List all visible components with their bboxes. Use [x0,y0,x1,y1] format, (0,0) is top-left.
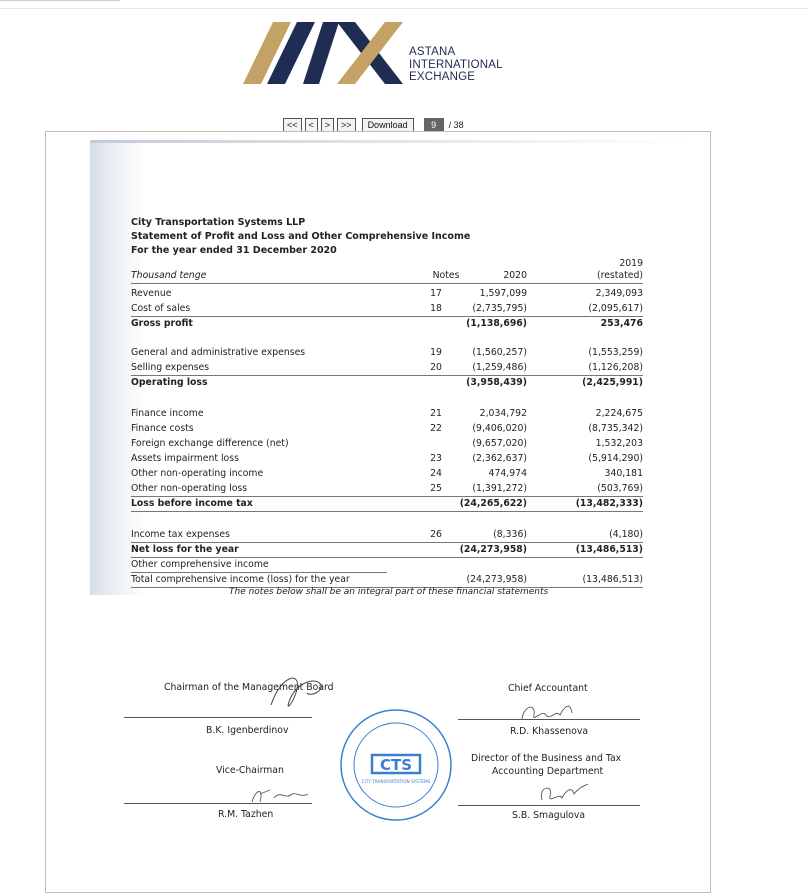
director-signature-icon [534,780,594,808]
download-button[interactable]: Download [362,118,414,132]
document-page [45,131,711,893]
row-note: 24 [430,468,442,479]
row-note: 22 [430,423,442,434]
row-label: Foreign exchange difference (net) [131,438,289,449]
row-value-2020: (1,138,696) [466,318,527,329]
row-label: Finance income [131,408,204,419]
row-value-2019: (13,486,513) [582,574,643,585]
director-title-line-2: Accounting Department [492,766,604,777]
accountant-title: Chief Accountant [508,683,588,694]
row-note: 17 [430,288,442,299]
aix-logo [243,18,513,88]
statement-row [131,482,643,496]
statement-row [131,497,643,511]
pager-toolbar [283,118,464,132]
vice-chairman-name: R.M. Tazhen [218,809,274,820]
statement-row [131,467,643,481]
chairman-signature-icon [261,667,331,722]
col-restated: (restated) [596,270,643,281]
col-notes: Notes [432,270,460,281]
row-label: Other comprehensive income [131,559,269,570]
vice-chairman-title: Vice-Chairman [216,765,284,776]
top-divider [0,0,807,9]
first-page-button[interactable]: << [283,118,302,132]
accountant-name: R.D. Khassenova [510,726,589,737]
statement-row [131,528,643,542]
row-value-2019: (5,914,290) [588,453,643,464]
aix-logo-icon [243,18,408,86]
statement-row [131,287,643,301]
footnote: The notes below shall be an integral part of these financial statements [229,587,549,597]
row-value-2019: 1,532,203 [595,438,643,449]
brand-line-international: INTERNATIONAL [409,58,503,71]
row-value-2019: (2,425,991) [582,377,643,388]
company-stamp-icon [338,707,454,823]
statement-row [131,361,643,375]
row-value-2020: 474,974 [488,468,527,479]
row-value-2019: (4,180) [609,529,643,540]
row-label: Operating loss [131,377,208,388]
row-label: Other non-operating loss [131,483,248,494]
row-value-2020: (24,265,622) [459,498,527,509]
statement-period: For the year ended 31 December 2020 [131,245,337,256]
row-value-2019: 2,224,675 [595,408,643,419]
row-note: 21 [430,408,442,419]
director-title-line-1: Director of the Business and Tax [471,753,622,764]
page-number-input[interactable]: 9 [424,118,444,132]
page-total: / 38 [448,120,464,130]
col-2020: 2020 [503,270,527,281]
row-label: General and administrative expenses [131,347,306,358]
row-note: 18 [430,303,442,314]
row-value-2020: 2,034,792 [479,408,527,419]
row-label: Net loss for the year [131,544,239,555]
statement-row [131,437,643,451]
statement-row [131,302,643,316]
stamp-caption: CITY TRANSPORTATION SYSTEMS [361,779,431,784]
row-value-2019: (8,735,342) [588,423,643,434]
row-note: 26 [430,529,442,540]
header-row [131,269,643,283]
next-page-button[interactable]: > [321,118,334,132]
row-label: Loss before income tax [131,498,253,509]
statement-row [131,452,643,466]
row-value-2019: (13,482,333) [575,498,643,509]
row-label: Gross profit [131,318,193,329]
row-value-2019: (13,486,513) [575,544,643,555]
row-label: Revenue [131,288,172,299]
statement-row [131,543,643,557]
row-value-2020: (2,735,795) [472,303,527,314]
accountant-signature-icon [516,697,586,727]
statement-row [131,407,643,421]
row-label: Selling expenses [131,362,210,373]
row-value-2019: (1,126,208) [588,362,643,373]
statement-row [131,558,643,572]
row-value-2020: (1,560,257) [472,347,527,358]
brand-line-exchange: EXCHANGE [409,71,476,83]
prev-page-button[interactable]: < [305,118,318,132]
row-note: 20 [430,362,442,373]
row-value-2020: (9,406,020) [472,423,527,434]
chairman-name: B.K. Igenberdinov [206,725,289,736]
row-label: Assets impairment loss [131,453,239,464]
row-note: 25 [430,483,442,494]
row-value-2020: (1,259,486) [472,362,527,373]
col-2019: 2019 [619,258,643,269]
statement-row [131,376,643,390]
statement-row [131,317,643,331]
chairman-title: Chairman of the Management Board [164,682,334,693]
brand-text [409,46,503,84]
row-value-2020: (2,362,637) [472,453,527,464]
statement-row [131,422,643,436]
vice-chairman-signature-icon [246,784,316,809]
row-value-2019: (503,769) [597,483,643,494]
row-note: 19 [430,347,442,358]
row-label: Cost of sales [131,303,191,314]
statement-title: Statement of Profit and Loss and Other Comprehensive Income [131,231,471,242]
row-value-2020: (24,273,958) [459,544,527,555]
row-label: Income tax expenses [131,529,230,540]
row-value-2020: (9,657,020) [472,438,527,449]
row-value-2019: 253,476 [600,318,643,329]
row-value-2019: 340,181 [604,468,643,479]
last-page-button[interactable]: >> [337,118,356,132]
row-value-2020: 1,597,099 [479,288,527,299]
statement-row [131,346,643,360]
company-name: City Transportation Systems LLP [131,217,306,228]
row-value-2019: 2,349,093 [595,288,643,299]
row-value-2019: (2,095,617) [588,303,643,314]
row-label: Other non-operating income [131,468,264,479]
row-value-2020: (3,958,439) [466,377,527,388]
row-label: Finance costs [131,423,194,434]
brand-line-astana: ASTANA [409,46,456,58]
stamp-logo-text: CTS [379,756,413,774]
row-value-2020: (1,391,272) [472,483,527,494]
statement-row [131,573,643,587]
row-value-2020: (8,336) [493,529,527,540]
row-note: 23 [430,453,442,464]
row-label: Total comprehensive income (loss) for the year [131,574,350,585]
row-value-2020: (24,273,958) [466,574,527,585]
statement-header [131,216,470,258]
director-name: S.B. Smagulova [512,810,586,821]
col-units: Thousand tenge [131,270,207,281]
row-value-2019: (1,553,259) [588,347,643,358]
